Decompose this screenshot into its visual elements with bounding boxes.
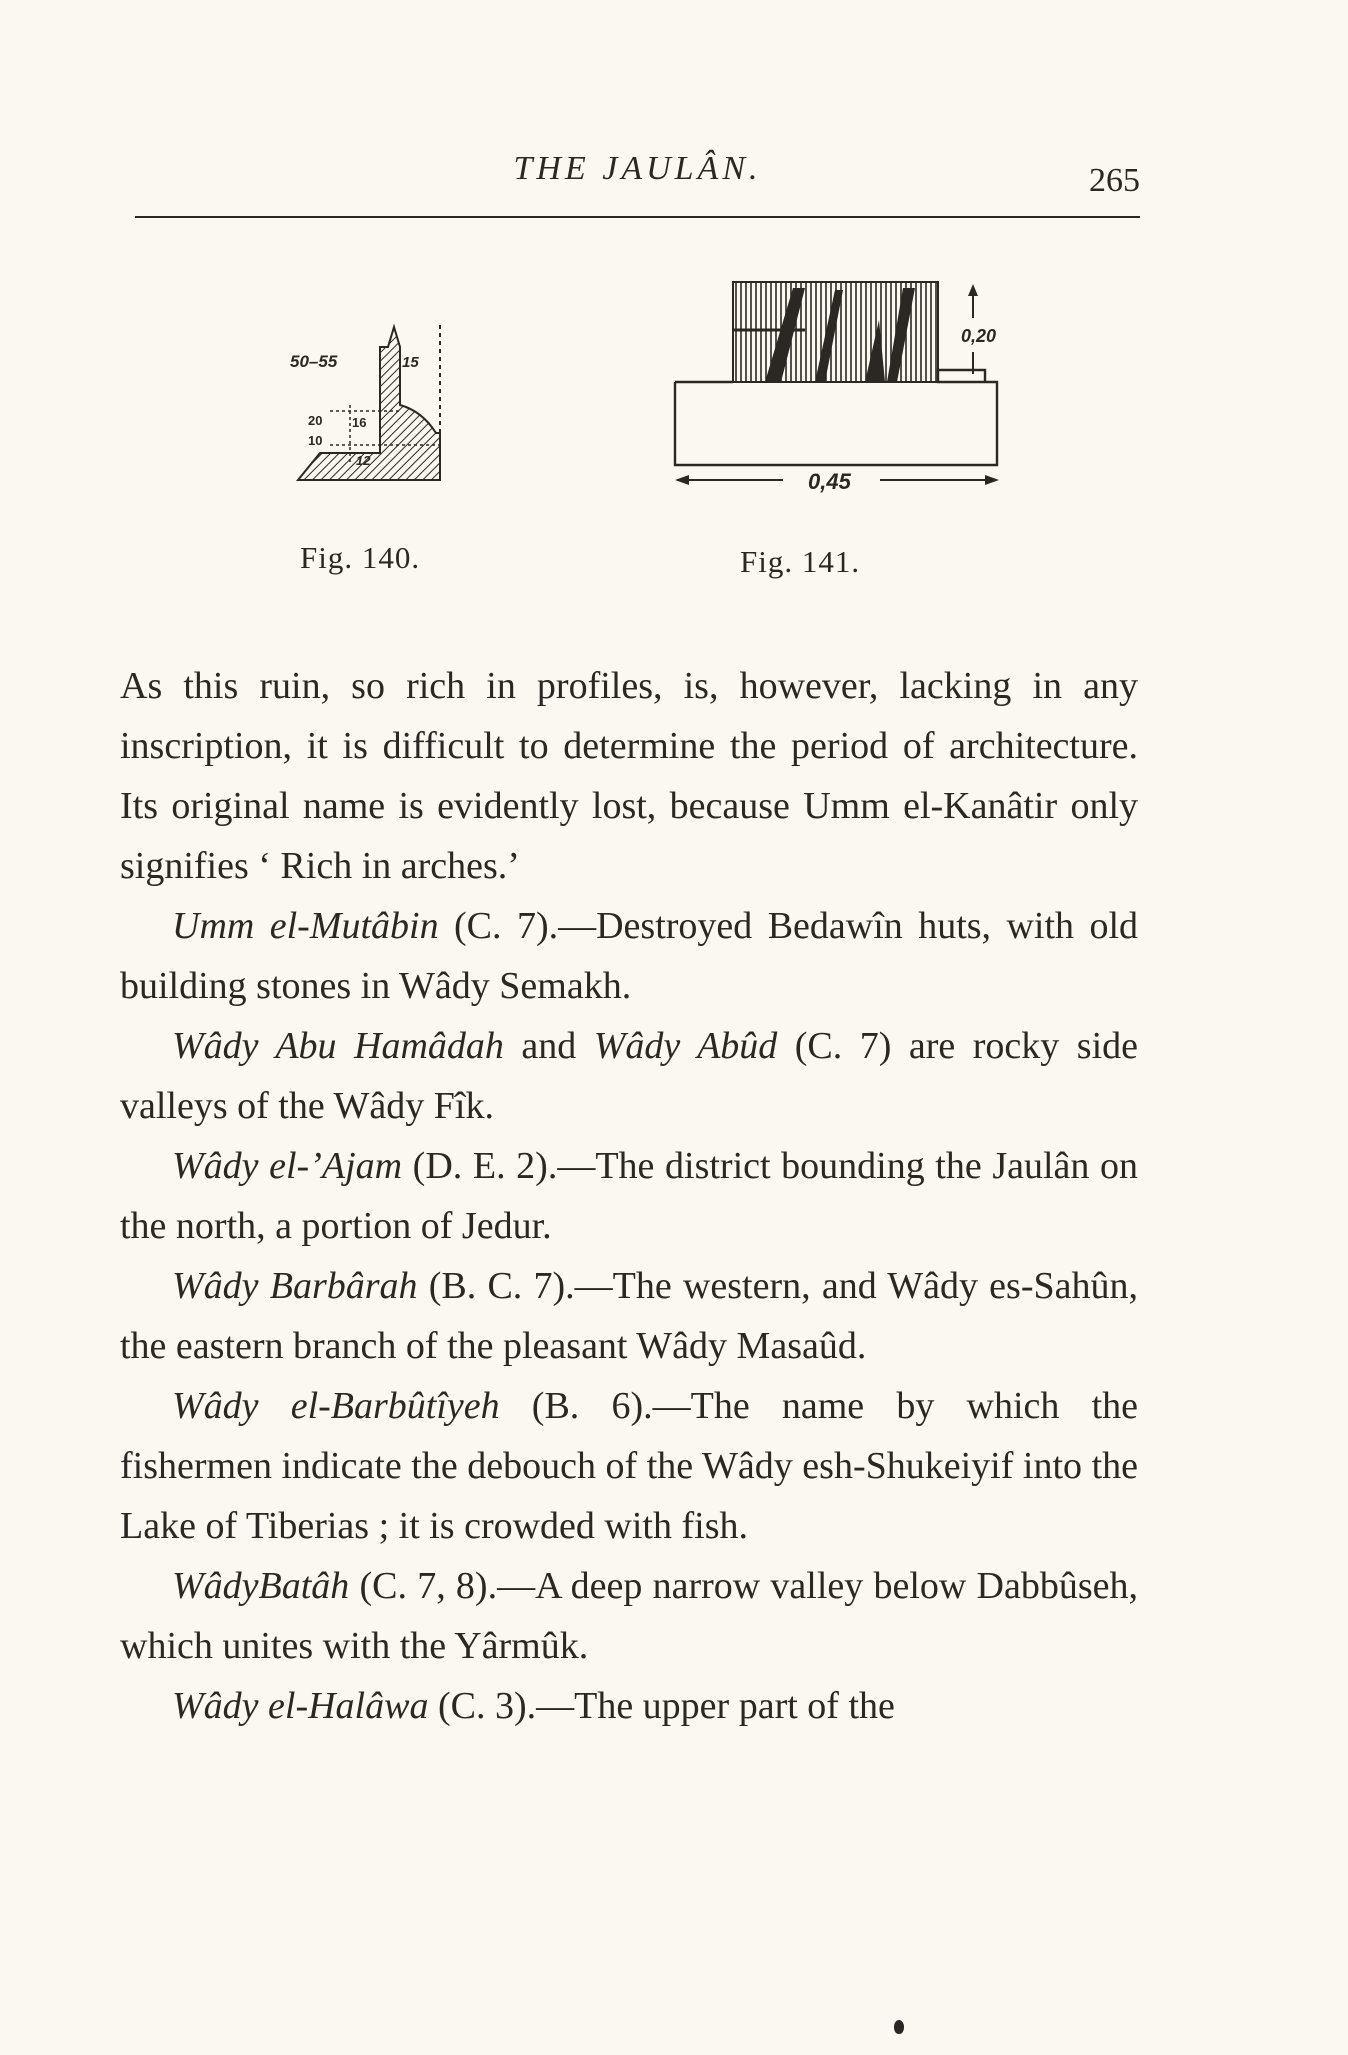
entry-text: and (503, 1025, 594, 1067)
entry-name: Wâdy el-Halâwa (172, 1685, 429, 1727)
entry-wady-el-ajam (120, 1136, 1138, 1256)
ink-spot (894, 2020, 904, 2034)
entry-wady-el-halawa (120, 1676, 1138, 1736)
fig-141-label-height: 0,20 (961, 326, 997, 346)
entry-name: Wâdy el-Barbûtîyeh (172, 1385, 500, 1427)
entry-umm-el-mutabin (120, 896, 1138, 1016)
body-text (120, 656, 1138, 1736)
fig-140-label-left-b: 16 (352, 415, 367, 430)
fig-141-label-width: 0,45 (808, 469, 851, 494)
intro-paragraph: As this ruin, so rich in profiles, is, however, lacking in any inscription, it is difficult to determine the period of architecture. Its original name is evidently lost, because Umm el-Kanâtir only signifies ‘ Rich in arches.’ (120, 665, 1138, 887)
fig-140-caption: Fig. 140. (300, 540, 421, 575)
entry-text: (B. C. 7).—The western, and Wâdy es-Sahûn, the eastern branch of the pleasant Wâdy Masaûd. (120, 1265, 1138, 1367)
entry-text: (B. 6).—The name by which the fishermen indicate the debouch of the Wâdy esh-Shukeiyif into the Lake of Tiberias ; it is crowded with fish. (120, 1385, 1138, 1547)
fig-140-label-top-left: 50–55 (290, 352, 338, 371)
entry-name: Wâdy Barbârah (172, 1265, 418, 1307)
entry-text: (D. E. 2).—The district bounding the Jaulân on the north, a portion of Jedur. (120, 1145, 1139, 1247)
entry-wady-abu-hamadah (120, 1016, 1138, 1136)
entry-name: Wâdy el-’Ajam (172, 1145, 403, 1187)
fig-140-label-bottom: 12 (356, 453, 371, 468)
fig-140-label-left-c: 10 (308, 433, 323, 448)
fig-140-label-top-right: 15 (402, 354, 419, 371)
page-number: 265 (1089, 162, 1140, 199)
entry-name-secondary: Wâdy Abûd (593, 1025, 778, 1067)
entry-text-secondary: (C. 7) are rocky side valleys of the Wâdy Fîk. (120, 1025, 1139, 1127)
entry-wady-barbarah (120, 1256, 1138, 1376)
running-title: THE JAULÂN. (513, 150, 762, 187)
fig-140-label-left-a: 20 (308, 413, 323, 428)
entry-text: (C. 7).—Destroyed Bedawîn huts, with old building stones in Wâdy Semakh. (120, 905, 1138, 1007)
entry-name: Umm el-Mutâbin (172, 905, 439, 947)
entry-wady-batah (120, 1556, 1138, 1676)
figure-141-drawing (665, 270, 1015, 495)
entry-wady-el-barbutiyeh (120, 1376, 1138, 1556)
running-header (135, 150, 1140, 200)
entry-name: Wâdy Abu Hamâdah (172, 1025, 504, 1067)
fig-141-caption: Fig. 141. (740, 544, 861, 579)
header-rule (135, 216, 1140, 218)
entry-text: (C. 3).—The upper part of the (428, 1685, 895, 1727)
entry-name: WâdyBatâh (172, 1565, 350, 1607)
entry-text: (C. 7, 8).—A deep narrow valley below Dabbûseh, which unites with the Yârmûk. (120, 1565, 1138, 1667)
figure-140-drawing (290, 315, 455, 485)
